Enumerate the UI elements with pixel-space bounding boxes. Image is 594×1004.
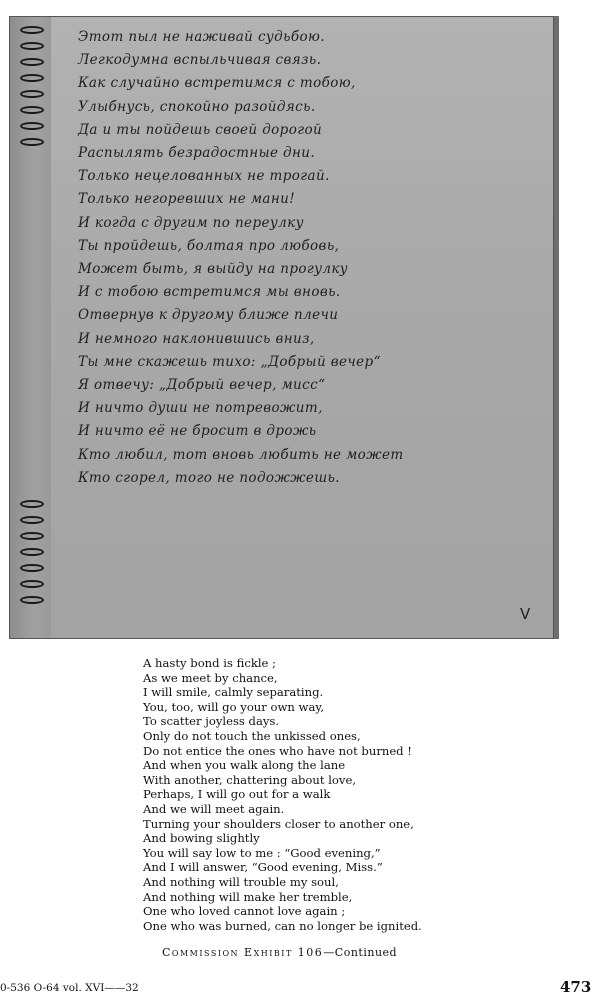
handwritten-line: И когда с другим по переулку: [78, 214, 304, 231]
caption-exhibit-name: Commission Exhibit 106: [162, 946, 324, 959]
translation-text: [143, 656, 422, 933]
handwritten-line: Улыбнусь, спокойно разойдясь.: [78, 98, 316, 115]
handwritten-line: Только негоревших не мани!: [78, 191, 296, 208]
handwritten-line: Как случайно встретимся с тобою,: [78, 75, 356, 92]
translation-line: One who loved cannot love again ;: [143, 904, 346, 919]
handwritten-line: Легкодумна вспыльчивая связь.: [78, 52, 322, 69]
translation-line: And when you walk along the lane: [143, 758, 346, 773]
translation-line: And bowing slightly: [143, 831, 260, 846]
page-number: 473: [560, 978, 592, 996]
translation-line: You will say low to me : “Good evening,”: [143, 845, 381, 860]
handwritten-line: Я отвечу: „Добрый вечер, мисс“: [78, 377, 326, 394]
print-code: 0-536 O-64 vol. XVI——32: [0, 982, 139, 994]
translation-line: I will smile, calmly separating.: [143, 685, 324, 700]
handwritten-line: И ничто души не потревожит,: [78, 400, 323, 417]
handwritten-line: Может быть, я выйду на прогулку: [78, 261, 349, 278]
photo-edge-shadow: [554, 16, 559, 639]
translation-line: Do not entice the ones who have not burned !: [143, 743, 412, 758]
caption-continued: —Continued: [323, 946, 398, 959]
translation-line: With another, chattering about love,: [143, 772, 357, 787]
translation-line: To scatter joyless days.: [143, 714, 280, 729]
handwritten-line: Да и ты пойдешь своей дорогой: [78, 121, 323, 138]
translation-line: And nothing will make her tremble,: [143, 889, 353, 904]
handwritten-line: Кто любил, тот вновь любить не может: [78, 446, 404, 463]
spiral-binding-bottom: [20, 500, 48, 612]
corner-check-mark: V: [520, 605, 531, 623]
handwritten-line: Ты пройдешь, болтая про любовь,: [78, 237, 340, 254]
spiral-binding-top: [20, 26, 48, 154]
handwritten-line: И немного наклонившись вниз,: [78, 330, 315, 347]
handwritten-poem: [78, 26, 518, 490]
translation-line: And we will meet again.: [143, 801, 285, 816]
handwritten-line: Распылять безрадостные дни.: [78, 145, 316, 162]
handwritten-line: Отвернув к другому ближе плечи: [78, 307, 339, 324]
handwritten-line: И с тобою встретимся мы вновь.: [78, 284, 341, 301]
translation-line: Perhaps, I will go out for a walk: [143, 787, 331, 802]
exhibit-caption: [162, 946, 397, 959]
handwritten-line: Только нецелованных не трогай.: [78, 168, 330, 185]
translation-line: And nothing will trouble my soul,: [143, 874, 339, 889]
translation-line: You, too, will go your own way,: [143, 699, 325, 714]
translation-line: A hasty bond is fickle ;: [143, 656, 277, 670]
handwritten-line: И ничто её не бросит в дрожь: [78, 423, 317, 440]
translation-line: And I will answer, “Good evening, Miss.”: [143, 860, 383, 875]
translation-line: As we meet by chance,: [143, 670, 278, 685]
handwritten-line: Кто сгорел, того не подожжешь.: [78, 469, 340, 486]
translation-line: Only do not touch the unkissed ones,: [143, 728, 361, 743]
translation-line: One who was burned, can no longer be ignited.: [143, 918, 422, 933]
handwritten-line: Этот пыл не наживай судьбою.: [78, 29, 326, 45]
handwritten-line: Ты мне скажешь тихо: „Добрый вечер“: [78, 353, 381, 370]
translation-line: Turning your shoulders closer to another one,: [143, 816, 414, 831]
